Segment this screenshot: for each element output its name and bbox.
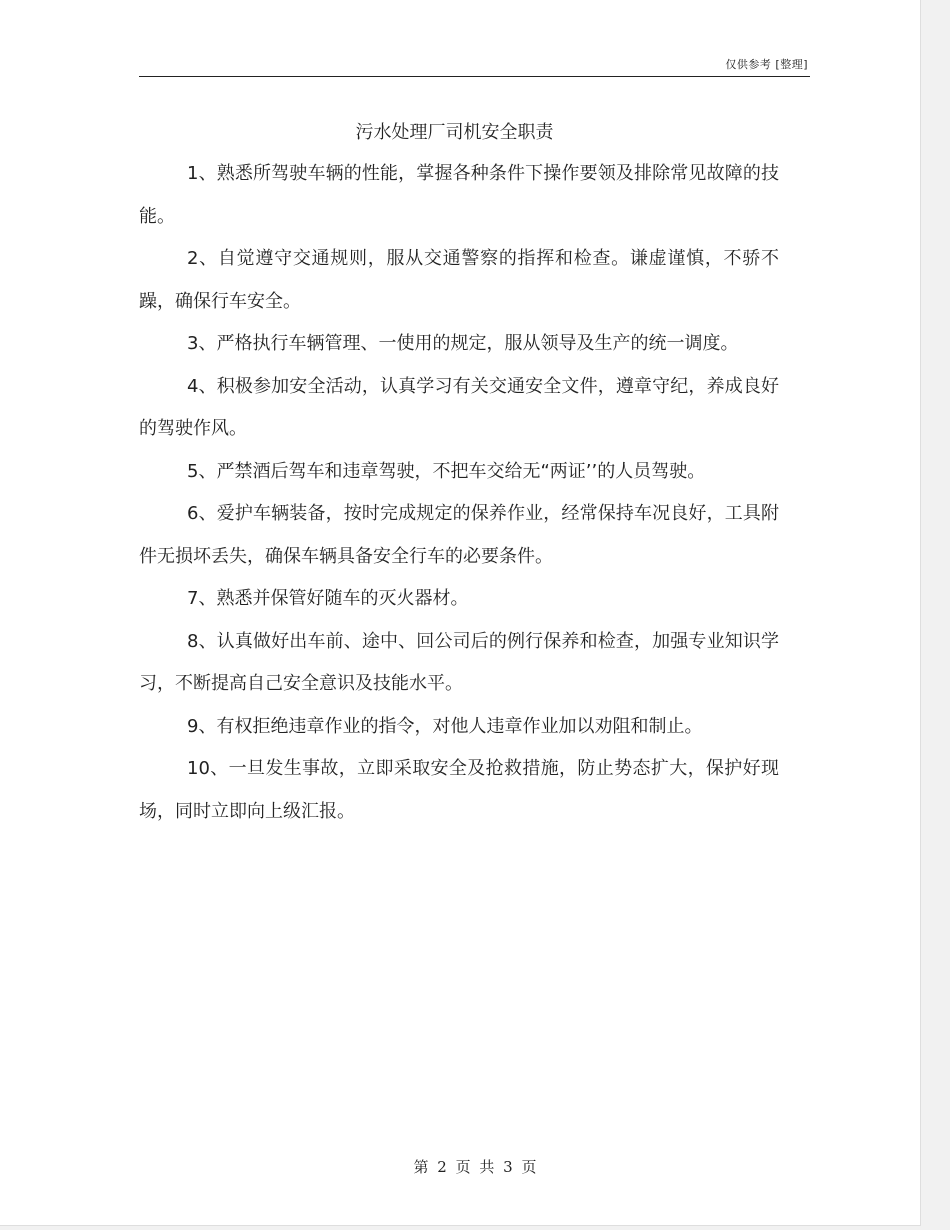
header-label: 仅供参考 [整理] [725,58,808,71]
paragraph-8: 8、认真做好出车前、途中、回公司后的例行保养和检查，加强专业知识学习，不断提高自己安全意识及技能水平。 [139,630,779,694]
paragraph-7: 7、熟悉并保管好随车的灭火器材。 [187,588,469,609]
paragraph-3: 3、严格执行车辆管理、一使用的规定，服从领导及生产的统一调度。 [187,333,739,354]
header-divider [139,76,810,77]
paragraph-1: 1、熟悉所驾驶车辆的性能，掌握各种条件下操作要领及排除常见故障的技能。 [139,163,779,227]
document-title: 污水处理厂司机安全职责 [355,122,554,143]
paragraph-5: 5、严禁酒后驾车和违章驾驶，不把车交给无“两证’’的人员驾驶。 [187,460,706,482]
paragraph-9: 9、有权拒绝违章作业的指令，对他人违章作业加以劝阻和制止。 [187,715,703,737]
paragraph-2: 2、自觉遵守交通规则，服从交通警察的指挥和检查。谦虚谨慎，不骄不躁，确保行车安全。 [139,248,779,312]
paragraph-10: 10、一旦发生事故，立即采取安全及抢救措施，防止势态扩大，保护好现场，同时立即向上级汇报。 [139,758,779,822]
paragraph-6: 6、爱护车辆装备，按时完成规定的保养作业，经常保持车况良好，工具附件无损坏丢失，确保车辆具备安全行车的必要条件。 [139,503,779,567]
document-body [139,153,779,833]
paragraph-4: 4、积极参加安全活动，认真学习有关交通安全文件，遵章守纪，养成良好的驾驶作风。 [139,375,779,439]
page-number: 第 2 页 共 3 页 [413,1158,537,1176]
